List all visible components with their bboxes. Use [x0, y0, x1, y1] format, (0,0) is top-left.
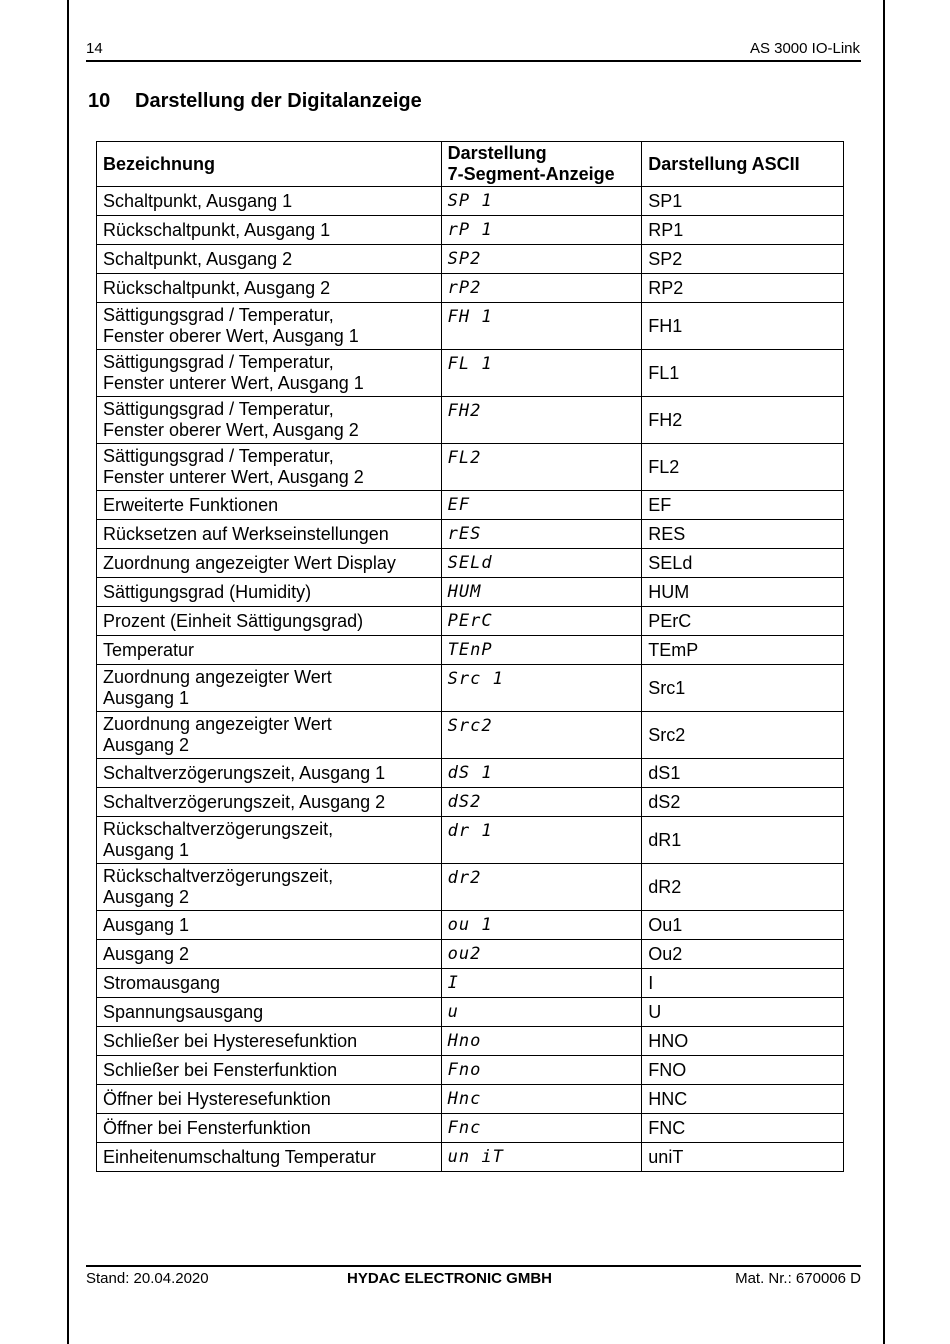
cell-ascii: PErC [642, 607, 844, 636]
cell-seg [441, 350, 642, 397]
table-row [97, 817, 844, 864]
seven-segment-code: FH2 [447, 401, 482, 421]
cell-ascii: HNC [642, 1085, 844, 1114]
table-row [97, 245, 844, 274]
cell-seg [441, 911, 642, 940]
right-margin-line [883, 0, 885, 1344]
seven-segment-code: rP 1 [447, 220, 493, 240]
table-body [97, 187, 844, 1172]
cell-seg [441, 1114, 642, 1143]
cell-name: Zuordnung angezeigter Wert Display [97, 549, 442, 578]
seven-segment-code: FL2 [447, 448, 482, 468]
cell-ascii: dR1 [642, 817, 844, 864]
page-number: 14 [86, 40, 103, 57]
table-row [97, 864, 844, 911]
table-row [97, 759, 844, 788]
cell-name: Öffner bei Hysteresefunktion [97, 1085, 442, 1114]
section-number: 10 [88, 90, 111, 112]
cell-ascii: Ou2 [642, 940, 844, 969]
cell-ascii: Src2 [642, 712, 844, 759]
table-row [97, 1085, 844, 1114]
cell-ascii: FNC [642, 1114, 844, 1143]
cell-ascii: FL1 [642, 350, 844, 397]
table-row [97, 578, 844, 607]
cell-ascii: SELd [642, 549, 844, 578]
cell-seg [441, 397, 642, 444]
cell-name: Sättigungsgrad / Temperatur, Fenster oberer Wert, Ausgang 1 [97, 303, 442, 350]
table-row [97, 1027, 844, 1056]
cell-name: Rückschaltpunkt, Ausgang 2 [97, 274, 442, 303]
cell-name: Ausgang 1 [97, 911, 442, 940]
cell-seg [441, 759, 642, 788]
table-row [97, 998, 844, 1027]
cell-seg [441, 216, 642, 245]
table-row [97, 444, 844, 491]
left-margin-line [67, 0, 69, 1344]
seven-segment-code: Src 1 [447, 669, 504, 689]
footer-date: Stand: 20.04.2020 [86, 1270, 209, 1287]
cell-name: Schließer bei Fensterfunktion [97, 1056, 442, 1085]
cell-ascii: dR2 [642, 864, 844, 911]
cell-name: Prozent (Einheit Sättigungsgrad) [97, 607, 442, 636]
cell-ascii: dS2 [642, 788, 844, 817]
table-row [97, 1056, 844, 1085]
table-row [97, 788, 844, 817]
cell-seg [441, 1143, 642, 1172]
table-row [97, 303, 844, 350]
cell-name: Schaltpunkt, Ausgang 2 [97, 245, 442, 274]
cell-name: Temperatur [97, 636, 442, 665]
cell-ascii: uniT [642, 1143, 844, 1172]
cell-seg [441, 520, 642, 549]
seven-segment-code: TEnP [447, 640, 493, 660]
cell-name: Zuordnung angezeigter Wert Ausgang 1 [97, 665, 442, 712]
seven-segment-code: Hno [447, 1031, 482, 1051]
cell-name: Erweiterte Funktionen [97, 491, 442, 520]
cell-ascii: FH1 [642, 303, 844, 350]
cell-ascii: SP1 [642, 187, 844, 216]
seven-segment-code: rES [447, 524, 482, 544]
table-row [97, 607, 844, 636]
cell-seg [441, 864, 642, 911]
seven-segment-code: ou2 [447, 944, 482, 964]
seven-segment-code: dr2 [447, 868, 482, 888]
table-header-row [97, 142, 844, 187]
cell-seg [441, 1085, 642, 1114]
header-name: Bezeichnung [97, 142, 442, 187]
seven-segment-code: Fno [447, 1060, 482, 1080]
seven-segment-code: rP2 [447, 278, 482, 298]
cell-ascii: U [642, 998, 844, 1027]
cell-name: Schaltverzögerungszeit, Ausgang 1 [97, 759, 442, 788]
cell-seg [441, 788, 642, 817]
cell-seg [441, 274, 642, 303]
section-heading [88, 90, 422, 113]
cell-seg [441, 491, 642, 520]
seven-segment-code: EF [447, 495, 471, 515]
cell-seg [441, 303, 642, 350]
cell-name: Zuordnung angezeigter Wert Ausgang 2 [97, 712, 442, 759]
cell-seg [441, 998, 642, 1027]
cell-seg [441, 549, 642, 578]
table-row [97, 491, 844, 520]
seven-segment-code: ou 1 [447, 915, 493, 935]
cell-name: Öffner bei Fensterfunktion [97, 1114, 442, 1143]
cell-seg [441, 712, 642, 759]
cell-ascii: FNO [642, 1056, 844, 1085]
seven-segment-code: dS 1 [447, 763, 493, 783]
table-row [97, 712, 844, 759]
cell-seg [441, 607, 642, 636]
cell-seg [441, 665, 642, 712]
table-row [97, 911, 844, 940]
header-seg: Darstellung 7-Segment-Anzeige [441, 142, 642, 187]
footer-material-number: Mat. Nr.: 670006 D [735, 1270, 861, 1287]
cell-ascii: FH2 [642, 397, 844, 444]
footer-rule [86, 1265, 861, 1267]
cell-seg [441, 444, 642, 491]
table-row [97, 520, 844, 549]
seven-segment-code: FH 1 [447, 307, 493, 327]
seven-segment-code: Src2 [447, 716, 493, 736]
seven-segment-code: SP2 [447, 249, 482, 269]
cell-name: Schaltpunkt, Ausgang 1 [97, 187, 442, 216]
table-row [97, 1143, 844, 1172]
cell-seg [441, 817, 642, 864]
seven-segment-code: Hnc [447, 1089, 482, 1109]
cell-name: Spannungsausgang [97, 998, 442, 1027]
seven-segment-code: SP 1 [447, 191, 493, 211]
cell-ascii: HUM [642, 578, 844, 607]
display-table [96, 141, 844, 1172]
seven-segment-code: I [447, 973, 459, 993]
seven-segment-code: PErC [447, 611, 493, 631]
cell-seg [441, 1027, 642, 1056]
cell-ascii: dS1 [642, 759, 844, 788]
cell-ascii: RES [642, 520, 844, 549]
cell-seg [441, 1056, 642, 1085]
seven-segment-code: Fnc [447, 1118, 482, 1138]
header-ascii: Darstellung ASCII [642, 142, 844, 187]
cell-ascii: TEmP [642, 636, 844, 665]
cell-name: Sättigungsgrad / Temperatur, Fenster unterer Wert, Ausgang 2 [97, 444, 442, 491]
cell-name: Stromausgang [97, 969, 442, 998]
table-row [97, 636, 844, 665]
header-rule [86, 60, 861, 62]
table-row [97, 397, 844, 444]
table-row [97, 969, 844, 998]
cell-name: Schaltverzögerungszeit, Ausgang 2 [97, 788, 442, 817]
seven-segment-code: SELd [447, 553, 493, 573]
cell-seg [441, 187, 642, 216]
cell-ascii: I [642, 969, 844, 998]
document-title: AS 3000 IO-Link [749, 40, 860, 57]
table-row [97, 1114, 844, 1143]
seven-segment-code: dr 1 [447, 821, 493, 841]
seven-segment-code: u [447, 1002, 459, 1022]
cell-ascii: RP1 [642, 216, 844, 245]
cell-ascii: EF [642, 491, 844, 520]
table-row [97, 665, 844, 712]
section-title: Darstellung der Digitalanzeige [135, 90, 422, 112]
cell-ascii: SP2 [642, 245, 844, 274]
cell-ascii: Src1 [642, 665, 844, 712]
table-row [97, 216, 844, 245]
seven-segment-code: HUM [447, 582, 482, 602]
seven-segment-code: un iT [447, 1147, 504, 1167]
cell-name: Schließer bei Hysteresefunktion [97, 1027, 442, 1056]
cell-ascii: RP2 [642, 274, 844, 303]
seven-segment-code: dS2 [447, 792, 482, 812]
cell-seg [441, 245, 642, 274]
cell-name: Rückschaltverzögerungszeit, Ausgang 1 [97, 817, 442, 864]
cell-name: Rückschaltverzögerungszeit, Ausgang 2 [97, 864, 442, 911]
cell-name: Einheitenumschaltung Temperatur [97, 1143, 442, 1172]
cell-ascii: HNO [642, 1027, 844, 1056]
cell-ascii: FL2 [642, 444, 844, 491]
cell-name: Ausgang 2 [97, 940, 442, 969]
cell-seg [441, 969, 642, 998]
cell-name: Sättigungsgrad / Temperatur, Fenster oberer Wert, Ausgang 2 [97, 397, 442, 444]
cell-seg [441, 636, 642, 665]
cell-name: Rückschaltpunkt, Ausgang 1 [97, 216, 442, 245]
cell-ascii: Ou1 [642, 911, 844, 940]
seven-segment-code: FL 1 [447, 354, 493, 374]
cell-seg [441, 578, 642, 607]
cell-name: Sättigungsgrad / Temperatur, Fenster unterer Wert, Ausgang 1 [97, 350, 442, 397]
cell-name: Rücksetzen auf Werkseinstellungen [97, 520, 442, 549]
cell-name: Sättigungsgrad (Humidity) [97, 578, 442, 607]
table-row [97, 274, 844, 303]
table-row [97, 549, 844, 578]
table-row [97, 940, 844, 969]
footer-company: HYDAC ELECTRONIC GMBH [347, 1270, 552, 1287]
table-row [97, 187, 844, 216]
table-row [97, 350, 844, 397]
cell-seg [441, 940, 642, 969]
